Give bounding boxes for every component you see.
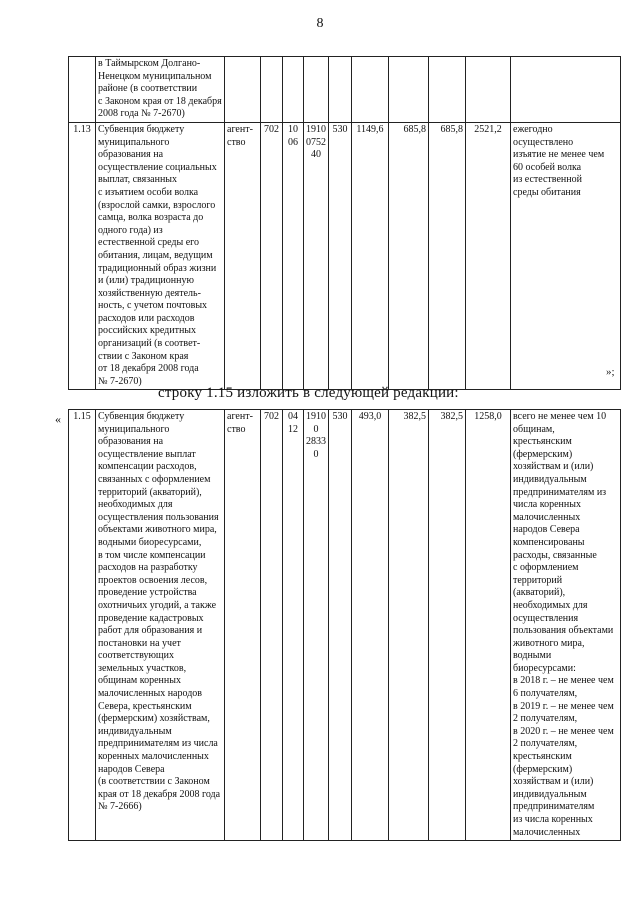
cell-name-continuation: в Таймырском Долгано- Ненецком муниципальном районе (в соответствии с Законом края от 18 декабря 2008 года № 7-2670) bbox=[96, 57, 225, 123]
cell-csr: 19100 28330 bbox=[304, 410, 329, 841]
cell-name: Субвенция бюджету муниципального образования на осуществление социальных выплат, связанных с изъятием особи волка (взрослой самки, взрослого самца, волка возраста до одного года) из естественной среды его обитания, лицам, ведущим традиционный образ жизни и (или) традиционную хозяйственную деятель- ность, с учетом почтовых расходов или расходов российских кредитных организаций (в соответ- ствии с Законом края от 18 декабря 2008 года № 7-2670) bbox=[96, 122, 225, 389]
cell-empty bbox=[429, 57, 466, 123]
cell-value-3: 685,8 bbox=[429, 122, 466, 389]
cell-empty bbox=[389, 57, 429, 123]
cell-total: 2521,2 bbox=[466, 122, 511, 389]
cell-value-2: 382,5 bbox=[389, 410, 429, 841]
page-number: 8 bbox=[316, 16, 324, 31]
measures-table-continued bbox=[68, 56, 621, 390]
closing-quote-mark: »; bbox=[606, 366, 615, 378]
table-row-1-13 bbox=[69, 122, 621, 389]
cell-num: 1.13 bbox=[69, 122, 96, 389]
cell-grbs: 702 bbox=[261, 410, 283, 841]
cell-vr: 530 bbox=[329, 122, 352, 389]
cell-value-1: 1149,6 bbox=[352, 122, 389, 389]
table-row-1-15 bbox=[69, 410, 621, 841]
cell-num: 1.15 bbox=[69, 410, 96, 841]
cell-name: Субвенция бюджету муниципального образования на осуществление выплат компенсации расходов, связанных с оформлением территорий (акваторий), необходимых для осуществления пользования объектами животного мира, водными биоресурсами, в том числе компенсации расходов на разработку проектов освоения лесов, проведение устройства охотничьих угодий, а также проведение кадастровых работ для образования и постановки на учет соответствующих земельных участков, общинам коренных малочисленных народов Севера, крестьянским (фермерским) хозяйствам, индивидуальным предпринимателям из числа коренных малочисленных народов Севера (в соответствии с Законом края от 18 декабря 2008 года № 7-2666) bbox=[96, 410, 225, 841]
cell-empty bbox=[511, 57, 621, 123]
cell-num bbox=[69, 57, 96, 123]
cell-empty bbox=[352, 57, 389, 123]
opening-quote-mark: « bbox=[55, 412, 61, 426]
cell-grbs: 702 bbox=[261, 122, 283, 389]
cell-result: ежегодно осуществлено изъятие не менее чем 60 особей волка из естественной среды обитания bbox=[511, 122, 621, 389]
cell-value-2: 685,8 bbox=[389, 122, 429, 389]
cell-value-1: 493,0 bbox=[352, 410, 389, 841]
cell-value-3: 382,5 bbox=[429, 410, 466, 841]
cell-empty bbox=[225, 57, 261, 123]
cell-empty bbox=[304, 57, 329, 123]
cell-empty bbox=[466, 57, 511, 123]
cell-csr: 1910 0752 40 bbox=[304, 122, 329, 389]
cell-empty bbox=[283, 57, 304, 123]
cell-section: 04 12 bbox=[283, 410, 304, 841]
cell-result: всего не менее чем 10 общинам, крестьянским (фермерским) хозяйствам и (или) индивидуальным предпринимателям из числа коренных малочисленных народов Севера компенсированы расходы, связанные с оформлением территорий (акваторий), необходимых для осуществления пользования объектами животного мира, водными биоресурсами: в 2018 г. – не менее чем 6 получателям, в 2019 г. – не менее чем 2 получателям, в 2020 г. – не менее чем 2 получателям, крестьянским (фермерским) хозяйствам и (или) индивидуальным предпринимателям из числа коренных малочисленных bbox=[511, 410, 621, 841]
continuation-row bbox=[69, 57, 621, 123]
measures-table-new bbox=[68, 409, 621, 841]
cell-vr: 530 bbox=[329, 410, 352, 841]
cell-total: 1258,0 bbox=[466, 410, 511, 841]
cell-section: 10 06 bbox=[283, 122, 304, 389]
cell-executor: агент- ство bbox=[225, 122, 261, 389]
cell-empty bbox=[261, 57, 283, 123]
cell-executor: агент- ство bbox=[225, 410, 261, 841]
cell-empty bbox=[329, 57, 352, 123]
amendment-instruction: строку 1.15 изложить в следующей редакции: bbox=[158, 385, 459, 401]
